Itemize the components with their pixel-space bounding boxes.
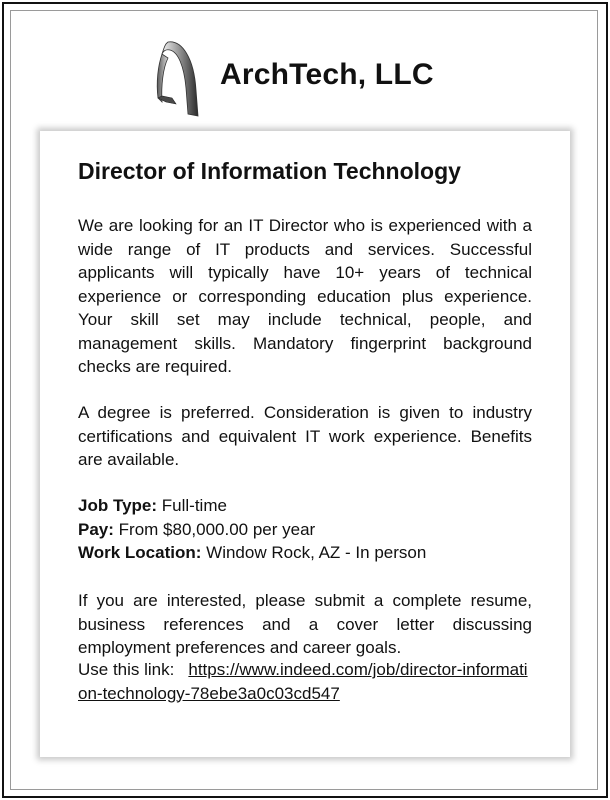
education-paragraph: A degree is preferred. Consideration is given to industry certifications and equivalent IT work experience. Benefits are available.	[78, 403, 532, 469]
job-title: Director of Information Technology	[78, 158, 461, 184]
job-details	[78, 494, 532, 565]
pay-value: From $80,000.00 per year	[118, 519, 316, 539]
apply-link-line	[78, 658, 532, 705]
arch-logo-icon	[152, 38, 202, 118]
location-label: Work Location:	[78, 543, 202, 562]
job-type-value: Full-time	[161, 496, 227, 515]
pay-row	[78, 518, 532, 542]
apply-link[interactable]: https://www.indeed.com/job/director-information-technology-78ebe3a0c03cd547	[78, 660, 528, 703]
location-value: Window Rock, AZ - In person	[206, 543, 427, 562]
header	[0, 38, 610, 118]
job-type-row	[78, 494, 532, 518]
company-name: ArchTech, LLC	[220, 58, 434, 91]
apply-paragraph: If you are interested, please submit a complete resume, business references and a cover letter discussing employment preferences and career goals.	[78, 591, 532, 657]
job-type-label: Job Type:	[78, 496, 158, 515]
intro-paragraph: We are looking for an IT Director who is experienced with a wide range of IT products and services. Successful applicants will typically have 10+ years of technical experience or corresponding education plus experience. Your skill set may include technical, people, and management skills. Mandatory fingerprint background checks are required.	[78, 216, 532, 376]
location-row	[78, 541, 532, 565]
link-prefix: Use this link:	[78, 660, 175, 679]
pay-label: Pay:	[78, 519, 114, 539]
